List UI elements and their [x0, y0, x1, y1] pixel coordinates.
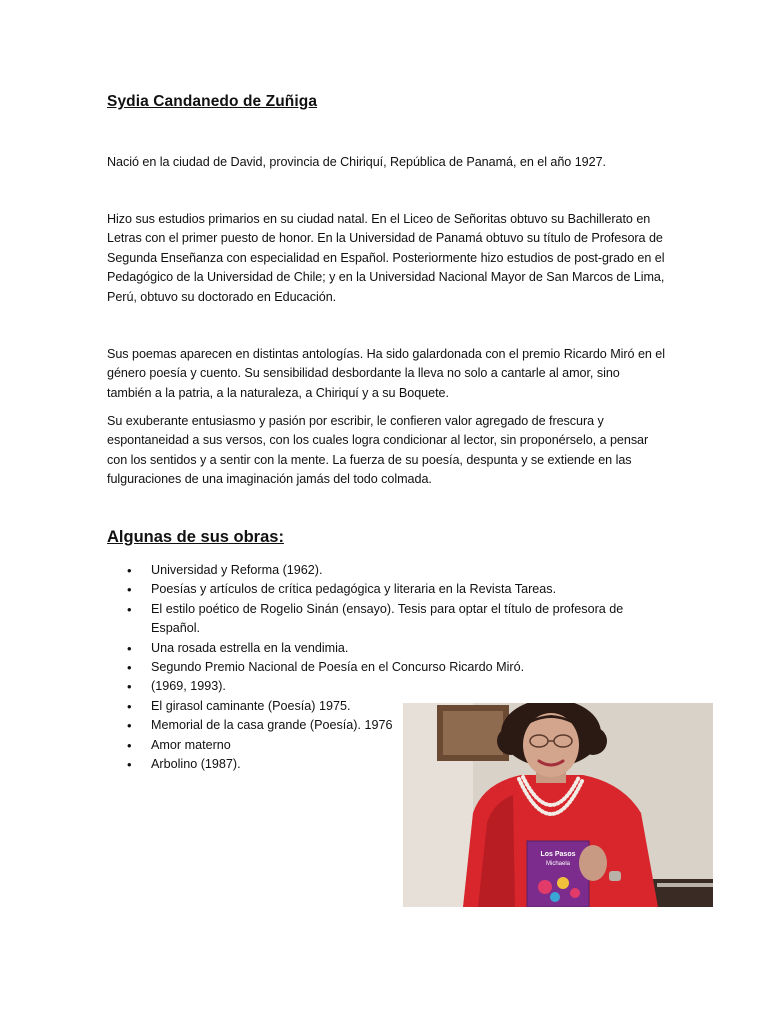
bullet-icon: •	[127, 737, 132, 753]
paragraph-enthusiasm: Su exuberante entusiasmo y pasión por escribir, le confieren valor agregado de frescura y espontaneidad a sus versos, con los cuales logra condicionar al lector, sin proponérselo, a pensar con los sentidos y a sentir con la mente. La fuerza de su poesía, despunta y se extiende en las fulguraciones de una imaginación jamás del todo colmada.	[107, 414, 649, 487]
paragraph-education: Hizo sus estudios primarios en su ciudad natal. En el Liceo de Señoritas obtuvo su Bachillerato en Letras con el primer puesto de honor. En la Universidad de Panamá obtuvo su título de Profesora de Segunda Enseñanza con especialidad en Español. Posteriormente hizo estudios de post-grado en el Pedagógico de la Universidad de Chile; y en la Universidad Nacional Mayor de San Marcos de Lima, Perú, obtuvo su doctorado en Educación.	[107, 212, 665, 304]
book-flower-4	[550, 892, 560, 902]
work-title: El girasol caminante (Poesía) 1975.	[151, 698, 351, 713]
work-title: El estilo poético de Rogelio Sinán (ensayo). Tesis para optar el título de profesora de Español.	[151, 601, 624, 636]
bullet-icon: •	[127, 698, 132, 714]
list-item	[107, 677, 627, 696]
bullet-icon: •	[127, 660, 132, 676]
bullet-icon: •	[127, 582, 132, 598]
bullet-icon: •	[127, 601, 132, 617]
bullet-icon: •	[127, 718, 132, 734]
hair-curl-right	[579, 727, 607, 755]
work-title: Memorial de la casa grande (Poesía). 1976	[151, 718, 393, 733]
document-title: Sydia Candanedo de Zuñiga	[107, 93, 318, 110]
author-photo-illustration	[403, 703, 713, 907]
bullet-icon: •	[127, 679, 132, 695]
list-item	[107, 658, 627, 677]
bullet-icon: •	[127, 563, 132, 578]
paragraph-birth: Nació en la ciudad de David, provincia de Chiriquí, República de Panamá, en el año 1927.	[107, 155, 606, 169]
work-title: (1969, 1993).	[151, 679, 226, 694]
list-item	[107, 580, 627, 599]
work-title: Segundo Premio Nacional de Poesía en el Concurso Ricardo Miró.	[151, 660, 525, 675]
list-item	[107, 600, 627, 639]
book-title-line1: Los Pasos	[540, 851, 576, 858]
work-title: Universidad y Reforma (1962).	[151, 563, 323, 577]
book-title-line2: Michaela	[545, 861, 571, 867]
work-title: Una rosada estrella en la vendimia.	[151, 640, 349, 655]
hair-curl-left	[497, 727, 525, 755]
bullet-icon: •	[127, 640, 132, 656]
book-flower-2	[557, 877, 569, 889]
watch	[609, 871, 621, 881]
author-photo	[403, 703, 713, 907]
works-heading: Algunas de sus obras:	[107, 528, 284, 546]
work-title: Amor materno	[151, 737, 231, 752]
paragraph-poems: Sus poemas aparecen en distintas antologías. Ha sido galardonada con el premio Ricardo Miró en el género poesía y cuento. Su sensibilidad desbordante la lleva no solo a cantarle al amor, sino también a la patria, a la naturaleza, a Chiriquí y a su Boquete.	[107, 347, 666, 400]
book-flower-3	[570, 888, 580, 898]
wall-frame-canvas	[443, 711, 503, 755]
book-flower-1	[538, 880, 552, 894]
display-case-glass	[657, 883, 713, 887]
list-item	[107, 561, 627, 580]
hand	[579, 845, 607, 881]
list-item	[107, 639, 627, 658]
work-title: Arbolino (1987).	[151, 757, 241, 772]
work-title: Poesías y artículos de crítica pedagógica y literaria en la Revista Tareas.	[151, 582, 557, 597]
bullet-icon: •	[127, 757, 132, 773]
